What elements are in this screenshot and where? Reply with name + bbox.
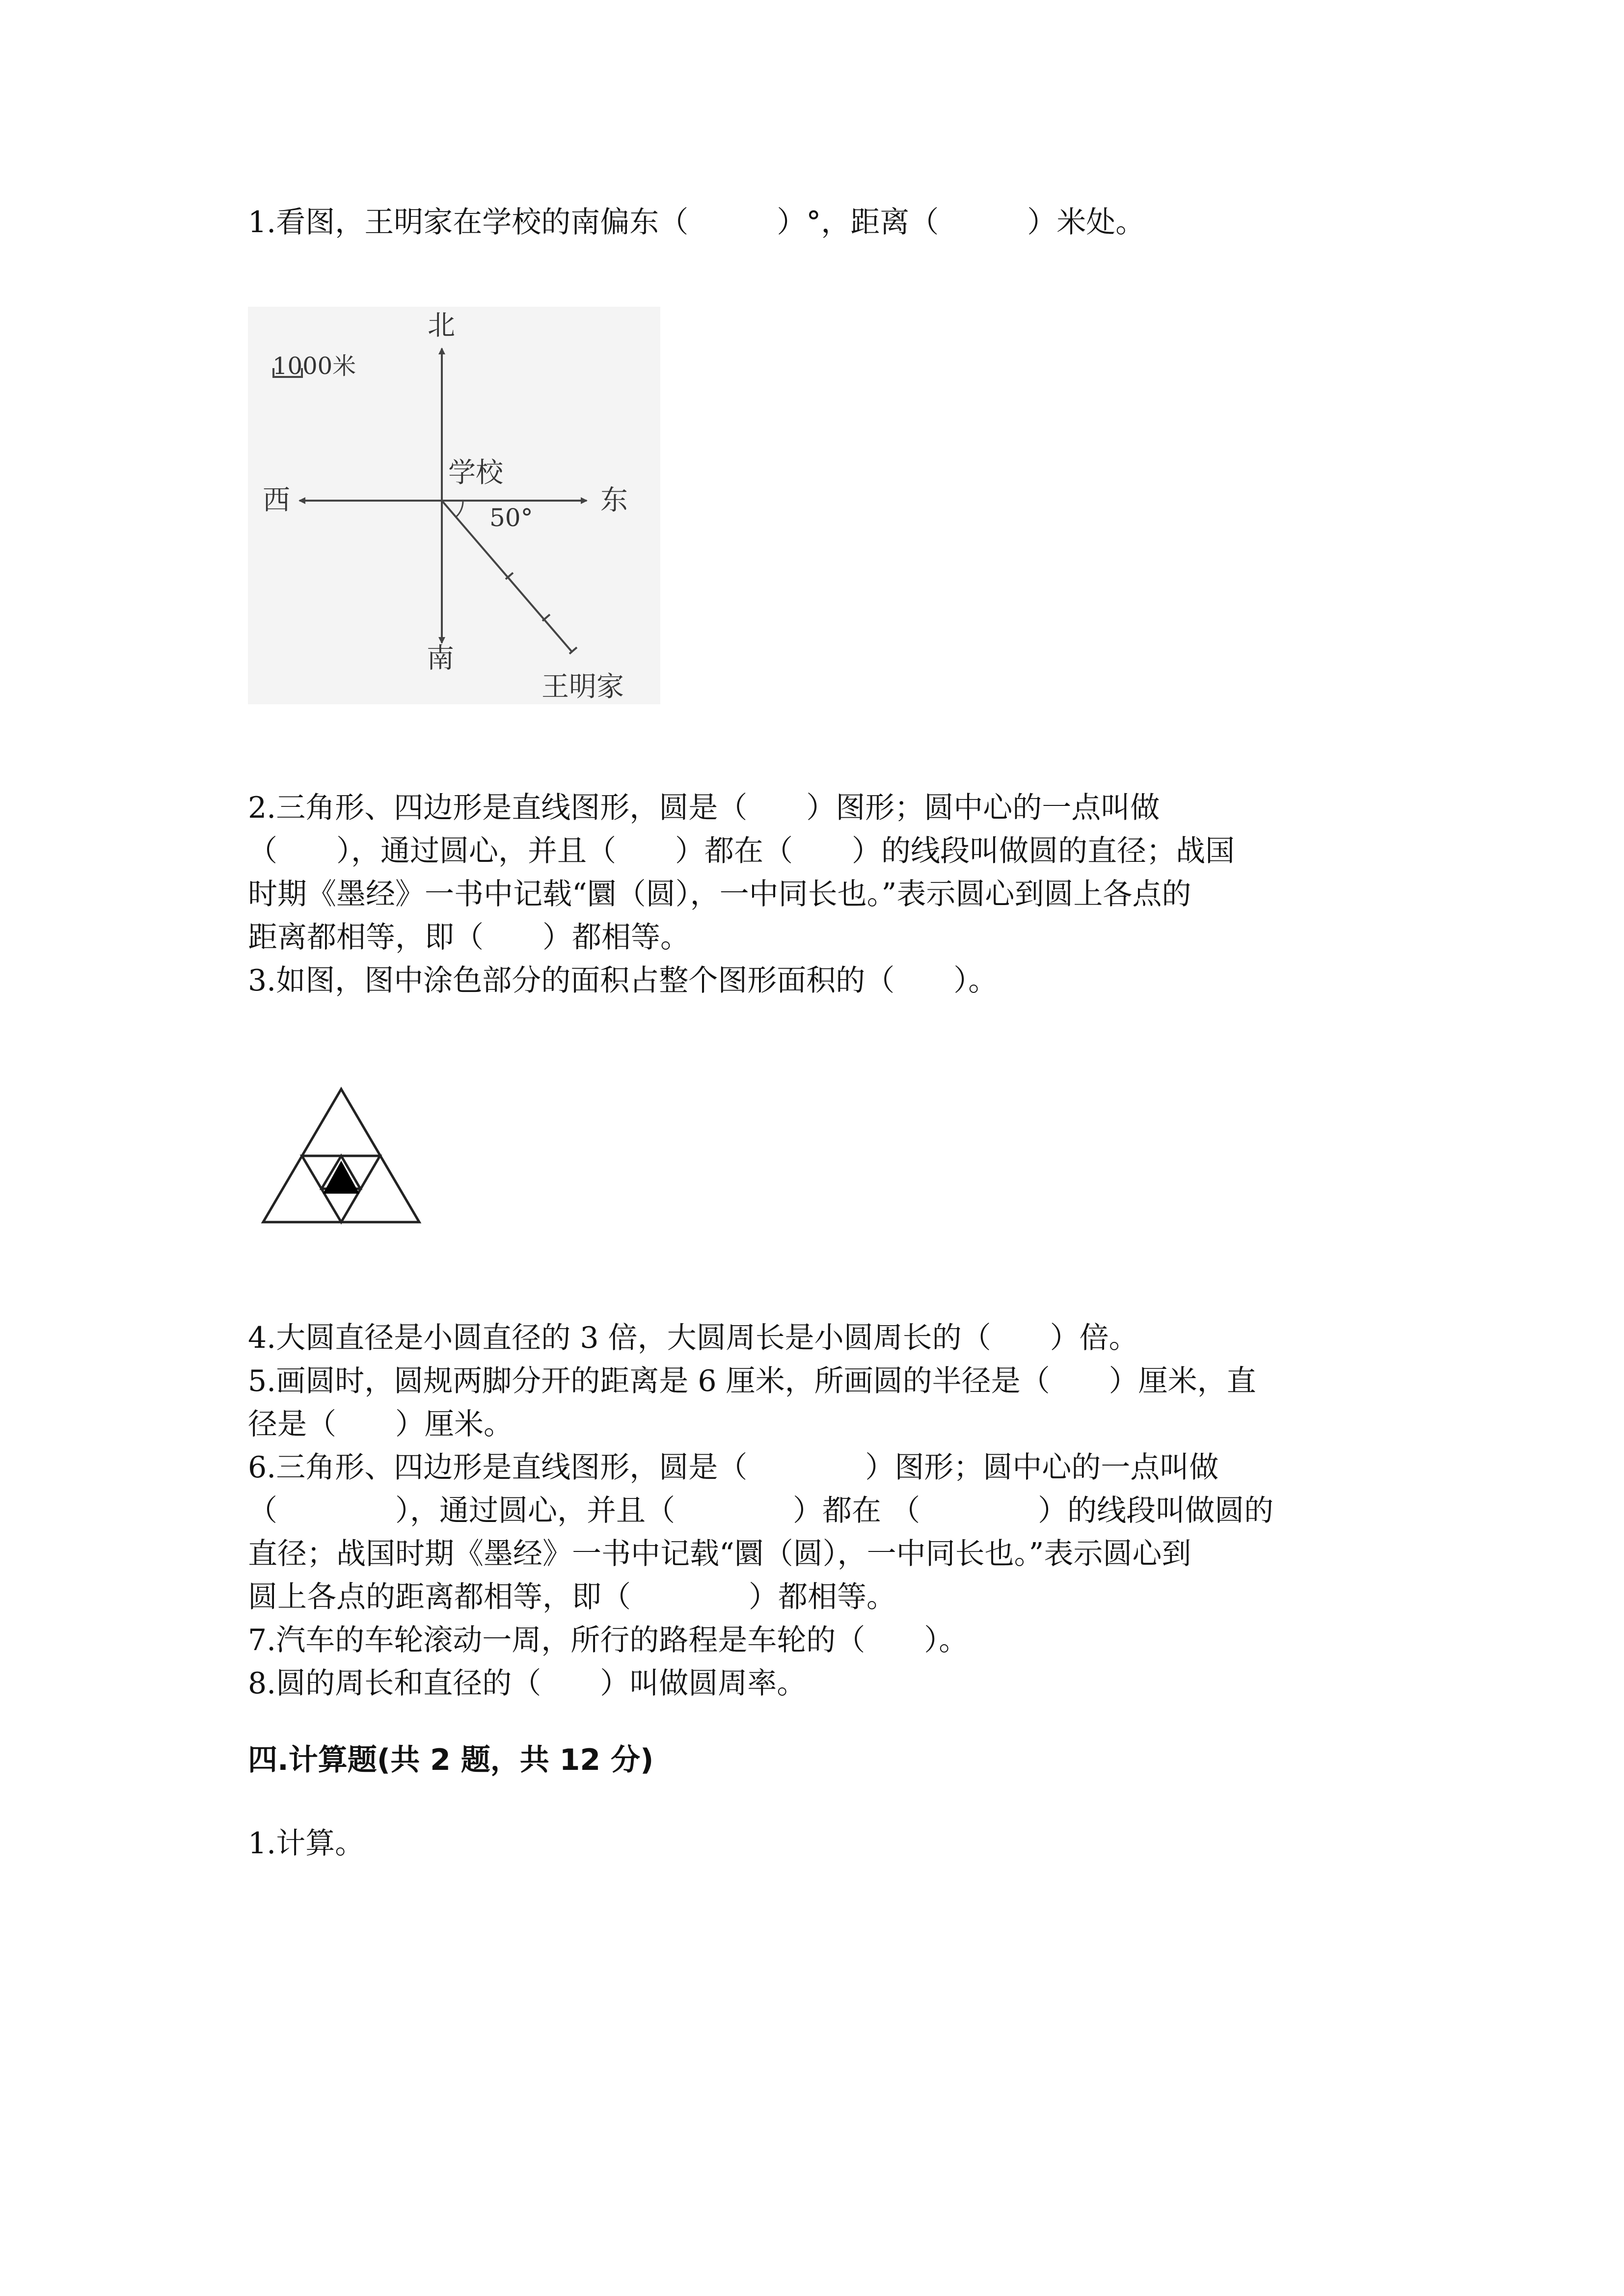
question-5-line-2: 径是（ ）厘米。 [248, 1407, 513, 1442]
question-8-text: 8.圆的周长和直径的（ ）叫做圆周率。 [248, 1666, 807, 1701]
question-6-line-2: （ ），通过圆心，并且（ ）都在 （ ）的线段叫做圆的 [248, 1494, 1274, 1528]
question-3-text: 3.如图，图中涂色部分的面积占整个图形面积的（ ）。 [248, 963, 998, 998]
question-4-text: 4.大圆直径是小圆直径的 3 倍，大圆周长是小圆周长的（ ）倍。 [248, 1321, 1138, 1355]
question-5-line-1: 5.画圆时，圆规两脚分开的距离是 6 厘米，所画圆的半径是（ ）厘米，直 [248, 1364, 1256, 1398]
west-label: 西 [263, 484, 290, 516]
question-2-line-2: （ ），通过圆心，并且（ ）都在（ ）的线段叫做圆的直径；战国 [248, 834, 1235, 868]
question-2-line-1: 2.三角形、四边形是直线图形，圆是（ ）图形；圆中心的一点叫做 [248, 791, 1160, 825]
question-6-line-3: 直径；战国时期《墨经》一书中记载“圜（圆），一中同长也。”表示圆心到 [248, 1537, 1191, 1571]
south-label: 南 [427, 642, 454, 674]
question-6-line-4: 圆上各点的距离都相等，即（ ）都相等。 [248, 1580, 896, 1614]
question-7-text: 7.汽车的车轮滚动一周，所行的路程是车轮的（ ）。 [248, 1623, 969, 1657]
school-label: 学校 [448, 457, 503, 489]
home-label: 王明家 [541, 671, 624, 703]
north-label: 北 [428, 310, 455, 342]
section-4-heading: 四.计算题(共 2 题，共 12 分) [248, 1743, 654, 1777]
angle-label: 50° [489, 504, 533, 532]
question-2-line-4: 距离都相等，即（ ）都相等。 [248, 920, 690, 955]
question-2-line-3: 时期《墨经》一书中记载“圜（圆），一中同长也。”表示圆心到圆上各点的 [248, 877, 1191, 911]
question-6-line-1: 6.三角形、四边形是直线图形，圆是（ ）图形；圆中心的一点叫做 [248, 1450, 1219, 1485]
question-1-text: 1.看图，王明家在学校的南偏东（ ）°，距离（ ）米处。 [248, 205, 1145, 240]
scale-label: 1000米 [272, 352, 356, 380]
east-label: 东 [600, 484, 628, 516]
direction-diagram [248, 304, 660, 707]
triangle-diagram [255, 1082, 427, 1232]
section-4-question-1: 1.计算。 [248, 1826, 365, 1861]
